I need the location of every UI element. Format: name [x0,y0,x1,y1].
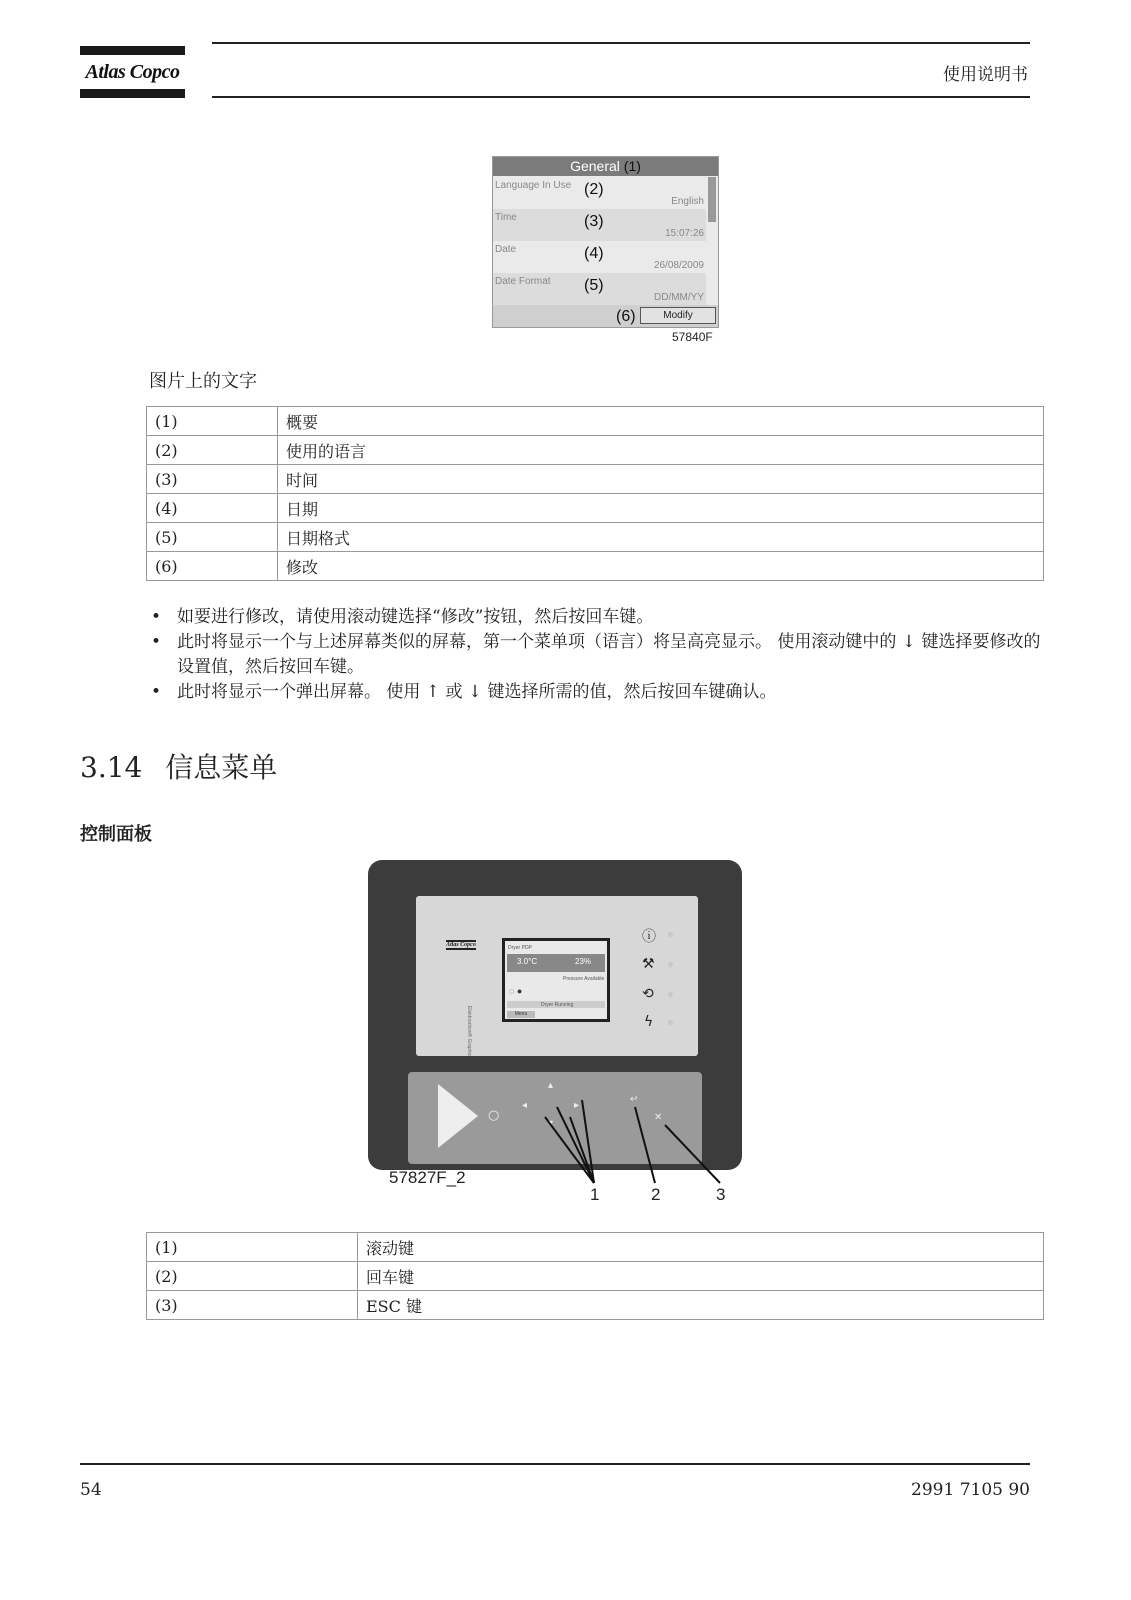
wrench-icon: ⚒ [642,956,655,972]
auto-icon: ⟲ [642,986,654,1002]
up-arrow-icon: ▴ [548,1080,554,1091]
caption-text-on-image: 图片上的文字 [149,371,257,392]
legend-text: 修改 [278,552,1044,581]
right-arrow-icon: ▸ [574,1100,580,1111]
setting-marker: (3) [584,213,604,230]
screen-scrollbar [708,177,716,222]
setting-label: Date [495,244,517,255]
setting-value: DD/MM/YY [654,292,704,303]
modify-button: Modify [640,307,716,324]
enter-key-icon: ↵ [630,1094,639,1105]
table-row [147,1262,1044,1291]
legend-num: (5) [147,523,278,552]
table-row [147,494,1044,523]
legend-text: 时间 [278,465,1044,494]
callout-line-3 [665,1125,720,1183]
lcd-subtext: Pressure Available [563,976,605,982]
legend-text: 回车键 [358,1262,1044,1291]
footer-rule [80,1463,1030,1465]
callout-line-1c [570,1117,594,1183]
down-arrow-icon: ▾ [548,1118,554,1129]
legend-text: 日期格式 [278,523,1044,552]
lcd-value-2: 23% [575,957,592,966]
setting-row-time [493,209,706,241]
screen-title: General [570,158,620,174]
panel-display-screen [505,941,607,1019]
legend-num: (6) [147,552,278,581]
document-title: 使用说明书 [943,65,1028,85]
screen-button-bar [493,305,718,327]
setting-label: Language In Use [495,180,572,191]
alarm-led [668,932,673,937]
panel-side-text: Elektronikon® Graphic [466,1006,472,1057]
panel-logo: Atlas Copco [446,942,476,948]
legend-text: 滚动键 [358,1233,1044,1262]
panel-upper-face [416,896,698,1056]
setting-marker: (2) [584,181,604,198]
setting-marker: (5) [584,277,604,294]
legend-text: 使用的语言 [278,436,1044,465]
table-row [147,1233,1044,1262]
general-settings-screenshot [492,156,719,328]
lcd-label: Dryer PDP [508,945,532,951]
legend-table-1 [146,406,1044,581]
legend-num: (2) [147,1262,358,1291]
legend-num: (1) [147,407,278,436]
page-number: 54 [80,1480,102,1500]
list-item: • 如要进行修改，请使用滚动键选择“修改”按钮，然后按回车键。 [149,605,1049,630]
setting-label: Time [495,212,517,223]
left-arrow-icon: ◂ [522,1100,528,1111]
setting-row-language [493,177,706,209]
setting-row-date [493,241,706,273]
legend-num: (3) [147,1291,358,1320]
setting-value: 26/08/2009 [653,260,704,271]
lcd-value-1: 3.0°C [517,957,538,966]
lcd-status-icons: ◌ ● [509,986,523,996]
section-number: 3.14 [80,751,143,784]
instruction-list [149,605,1049,705]
screen-title-bar [493,157,718,176]
section-heading [80,746,277,786]
legend-num: (4) [147,494,278,523]
stop-button: ○ [488,1108,500,1123]
power-led [668,1020,673,1025]
table-row [147,1291,1044,1320]
logo-bottom-bar [80,89,185,98]
table-row [147,523,1044,552]
setting-value: 15:07:26 [665,228,704,239]
list-item: • 此时将显示一个弹出屏幕。 使用 ↑ 或 ↓ 键选择所需的值，然后按回车键确认。 [149,680,1049,705]
callout-1: 1 [590,1185,600,1204]
lcd-status: Dryer Running [541,1002,574,1008]
figure2-code: 57827F_2 [389,1168,466,1187]
header-bottom-rule [212,96,1030,98]
callout-line-2 [635,1107,655,1183]
header-top-rule [212,42,1030,44]
figure1-code: 57840F [672,330,713,344]
atlas-copco-logo [80,46,185,98]
section-title: 信息菜单 [165,751,278,784]
setting-label: Date Format [495,276,551,287]
logo-top-bar [80,46,185,55]
setting-value: English [671,196,704,207]
legend-table-2 [146,1232,1044,1320]
setting-marker: (4) [584,245,604,262]
legend-text: 日期 [278,494,1044,523]
callout-2: 2 [651,1185,661,1204]
callout-3: 3 [716,1185,726,1204]
alarm-icon: ⓘ [642,929,656,945]
table-row [147,436,1044,465]
logo-text: Atlas Copco [85,61,180,83]
legend-num: (2) [147,436,278,465]
legend-text: 概要 [278,407,1044,436]
service-led [668,962,673,967]
table-row [147,552,1044,581]
legend-num: (3) [147,465,278,494]
lcd-menu: Menu [507,1011,535,1018]
subheading: 控制面板 [80,824,152,845]
power-icon: ϟ [644,1014,654,1030]
screen-title-marker: (1) [623,158,641,174]
legend-num: (1) [147,1233,358,1262]
modify-marker: (6) [616,308,636,325]
list-item: • 此时将显示一个与上述屏幕类似的屏幕，第一个菜单项（语言）将呈高亮显示。 使用滚动键中的 ↓ 键选择要修改的设置值，然后按回车键。 [149,630,1049,680]
table-row [147,465,1044,494]
legend-text: ESC 键 [358,1291,1044,1320]
panel-display [502,938,610,1022]
auto-led [668,992,673,997]
document-number: 2991 7105 90 [911,1480,1030,1500]
esc-key-icon: ✕ [654,1112,663,1123]
table-row [147,407,1044,436]
setting-row-date-format [493,273,706,305]
